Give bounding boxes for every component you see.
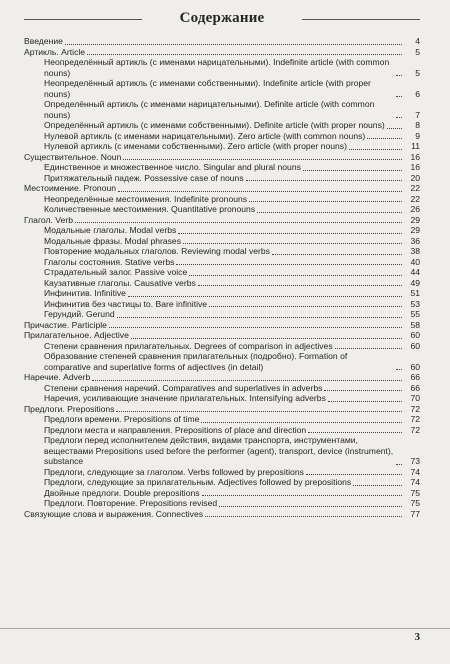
toc-entry-title: Предлоги, следующие за прилагательным. Adjectives followed by prepositions [44, 477, 352, 487]
toc-entry-page: 11 [411, 141, 420, 151]
toc-entry [24, 372, 420, 383]
toc-entry-title: Предлоги. Повторение. Prepositions revised [44, 498, 218, 508]
toc-entry-page: 44 [410, 267, 420, 277]
toc-leader-dots [189, 275, 402, 276]
toc-entry-page: 38 [410, 246, 420, 256]
toc-entry [24, 498, 420, 509]
toc-entry-page: 22 [410, 193, 420, 204]
toc-entry-title: Глаголы состояния. Stative verbs [44, 256, 175, 267]
toc-entry-title: Неопределённые местоимения. Indefinite pronouns [44, 193, 248, 204]
toc-entry-title: Единственное и множественное число. Singular and plural nouns [44, 162, 301, 172]
toc-entry-title: Инфинитив без частицы to. Bare infinitive [44, 298, 208, 309]
toc-entry-title: Неопределённый артикль (с именами нарицательными). Indefinite article (with common nouns) [44, 57, 390, 78]
toc-entry-title: Определённый артикль (с именами собственными). Definite article (with proper nouns) [44, 120, 385, 130]
toc-entry [24, 236, 420, 247]
toc-entry-title: Повторение модальных глаголов. Reviewing modal verbs [44, 246, 270, 256]
toc-entry-title: Модальные фразы. Modal phrases [44, 235, 182, 246]
toc-entry-title: Предлоги, следующие за глаголом. Verbs followed by prepositions [44, 466, 304, 477]
toc-entry-page: 77 [410, 508, 420, 519]
toc-entry-page: 22 [410, 183, 420, 193]
toc-entry-title: Предлоги перед исполнителем действия, видами транспорта, инструментами, веществами Prepositions used before the performer (agent), transport, device (instrument), substance [44, 435, 394, 466]
toc-entry [24, 57, 420, 78]
toc-entry-title: Существительное. Noun [24, 151, 122, 162]
toc-entry [24, 414, 420, 425]
toc-entry-page: 72 [410, 403, 420, 414]
toc-entry-title: Образование степеней сравнения прилагательных (подробно). Formation of comparative and superlative forms of adjectives (in detail) [44, 351, 348, 372]
toc-entry-title: Нулевой артикль (с именами собственными). Zero article (with proper nouns) [44, 141, 347, 151]
toc-entry [24, 351, 420, 372]
toc-leader-dots [131, 338, 402, 339]
toc-entry [24, 278, 420, 289]
toc-entry [24, 131, 420, 142]
toc-leader-dots [117, 317, 402, 318]
toc-entry [24, 246, 420, 257]
toc-entry-page: 58 [410, 319, 420, 330]
toc-leader-dots [116, 411, 402, 412]
toc-leader-dots [324, 390, 402, 391]
toc-entry-page: 9 [415, 130, 420, 141]
toc-entry-title: Притяжательный падеж. Possessive case of nouns [44, 172, 244, 183]
toc-entry-page: 60 [410, 330, 420, 340]
toc-entry-page: 26 [410, 204, 420, 214]
toc-entry-title: Артикль. Article [24, 46, 86, 57]
toc-leader-dots [87, 54, 402, 55]
toc-entry-page: 5 [415, 67, 420, 78]
toc-entry-page: 16 [410, 162, 420, 172]
footer-divider [0, 628, 450, 629]
toc-entry [24, 36, 420, 47]
toc-leader-dots [183, 243, 402, 244]
toc-leader-dots [396, 369, 402, 370]
toc-entry-title: Нулевой артикль (с именами нарицательными). Zero article (with common nouns) [44, 130, 366, 141]
toc-entry-page: 20 [410, 172, 420, 183]
toc-entry-title: Предлоги. Prepositions [24, 403, 115, 414]
toc-entry-page: 66 [410, 372, 420, 382]
toc-leader-dots [202, 495, 402, 496]
toc-leader-dots [367, 138, 402, 139]
toc-leader-dots [75, 222, 402, 223]
toc-entry-page: 6 [415, 88, 420, 99]
toc-entry-title: Двойные предлоги. Double prepositions [44, 487, 200, 498]
toc-leader-dots [396, 464, 402, 465]
toc-entry-page: 70 [410, 393, 420, 403]
toc-entry-title: Глагол. Verb [24, 214, 73, 225]
toc-leader-dots [123, 159, 402, 160]
toc-entry [24, 383, 420, 394]
toc-entry [24, 152, 420, 163]
page-title: Содержание [179, 10, 265, 26]
toc-leader-dots [178, 233, 402, 234]
toc-entry [24, 162, 420, 173]
toc-entry-title: Определённый артикль (с именами нарицательными). Definite article (with common nouns) [44, 99, 375, 120]
toc-leader-dots [396, 75, 402, 76]
toc-leader-dots [118, 191, 402, 192]
toc-entry-page: 75 [410, 498, 420, 508]
toc-entry-page: 4 [415, 36, 420, 46]
toc-entry-title: Неопределённый артикль (с именами собственными). Indefinite article (with proper nouns) [44, 78, 371, 99]
toc-entry-title: Местоимение. Pronoun [24, 183, 117, 193]
toc-entry-page: 72 [410, 424, 420, 435]
toc-entry [24, 320, 420, 331]
toc-entry [24, 404, 420, 415]
toc-entry-title: Модальные глаголы. Modal verbs [44, 225, 177, 235]
toc-entry [24, 477, 420, 488]
header-rule-right [302, 19, 420, 20]
toc-leader-dots [249, 201, 402, 202]
toc-entry [24, 299, 420, 310]
toc-leader-dots [396, 96, 402, 97]
toc-entry-page: 29 [410, 214, 420, 225]
toc-entry-title: Герундий. Gerund [44, 309, 115, 319]
toc-leader-dots [109, 327, 402, 328]
toc-entry-page: 7 [415, 109, 420, 120]
toc-leader-dots [209, 306, 402, 307]
toc-leader-dots [353, 485, 402, 486]
toc-entry [24, 341, 420, 352]
toc-entry [24, 47, 420, 58]
toc-entry [24, 435, 420, 467]
toc-entry [24, 309, 420, 320]
toc-entry [24, 509, 420, 520]
toc-entry-page: 75 [410, 487, 420, 498]
toc-entry-page: 8 [415, 120, 420, 130]
page-number: 3 [414, 631, 420, 643]
toc-leader-dots [335, 348, 402, 349]
toc-leader-dots [128, 296, 402, 297]
toc-entry-title: Предлоги времени. Prepositions of time [44, 414, 200, 424]
toc-leader-dots [272, 254, 402, 255]
toc-entry-page: 49 [410, 277, 420, 288]
toc-entry-title: Наречие. Adverb [24, 372, 91, 382]
toc-entry-page: 74 [410, 477, 420, 487]
toc-entry-title: Каузативные глаголы. Causative verbs [44, 277, 196, 288]
toc-entry-title: Степени сравнения наречий. Comparatives and superlatives in adverbs [44, 382, 323, 393]
toc-entry [24, 330, 420, 341]
toc-entry-title: Связующие слова и выражения. Connectives [24, 508, 204, 519]
toc-entry [24, 267, 420, 278]
toc-entry-page: 73 [410, 456, 420, 466]
toc-entry [24, 288, 420, 299]
toc-entry [24, 425, 420, 436]
toc-entry-page: 66 [410, 382, 420, 393]
toc-entry [24, 194, 420, 205]
toc-leader-dots [198, 285, 402, 286]
toc-entry-page: 16 [410, 151, 420, 162]
toc-leader-dots [246, 180, 402, 181]
toc-entry [24, 183, 420, 194]
toc-entry [24, 78, 420, 99]
toc-leader-dots [396, 117, 402, 118]
toc-entry [24, 488, 420, 499]
toc-entry [24, 215, 420, 226]
toc-leader-dots [201, 422, 402, 423]
toc-leader-dots [387, 128, 402, 129]
toc-leader-dots [219, 506, 402, 507]
toc-entry-page: 36 [410, 235, 420, 246]
toc-entry-page: 53 [410, 298, 420, 309]
toc-entry-title: Страдательный залог. Passive voice [44, 267, 188, 277]
toc-leader-dots [176, 264, 402, 265]
toc-leader-dots [349, 149, 402, 150]
toc-entry-page: 60 [410, 340, 420, 351]
table-of-contents [24, 36, 420, 519]
toc-entry-page: 29 [410, 225, 420, 235]
toc-header [24, 10, 420, 28]
toc-entry-page: 55 [410, 309, 420, 319]
toc-entry [24, 257, 420, 268]
toc-entry-title: Предлоги места и направления. Prepositions of place and direction [44, 424, 307, 435]
toc-leader-dots [303, 170, 402, 171]
toc-leader-dots [65, 44, 402, 45]
toc-entry [24, 173, 420, 184]
toc-entry-title: Наречия, усиливающие значение прилагательных. Intensifying adverbs [44, 393, 326, 403]
toc-entry-title: Степени сравнения прилагательных. Degrees of comparison in adjectives [44, 340, 333, 351]
toc-entry [24, 204, 420, 215]
toc-leader-dots [328, 401, 402, 402]
toc-entry [24, 120, 420, 131]
toc-leader-dots [306, 474, 402, 475]
toc-entry-title: Причастие. Participle [24, 319, 107, 330]
toc-entry-title: Инфинитив. Infinitive [44, 288, 126, 298]
toc-entry [24, 467, 420, 478]
toc-entry-page: 5 [415, 46, 420, 57]
toc-entry [24, 393, 420, 404]
toc-entry-page: 40 [410, 256, 420, 267]
toc-entry-page: 74 [410, 466, 420, 477]
toc-entry [24, 99, 420, 120]
toc-entry-title: Введение [24, 36, 63, 46]
toc-leader-dots [257, 212, 402, 213]
toc-leader-dots [92, 380, 402, 381]
toc-entry [24, 225, 420, 236]
toc-entry-page: 51 [410, 288, 420, 298]
toc-entry-page: 72 [410, 414, 420, 424]
toc-leader-dots [308, 432, 402, 433]
toc-leader-dots [205, 516, 402, 517]
toc-entry-title: Прилагательное. Adjective [24, 330, 129, 340]
toc-entry-title: Количественные местоимения. Quantitative pronouns [44, 204, 256, 214]
toc-entry-page: 60 [410, 361, 420, 372]
toc-entry [24, 141, 420, 152]
